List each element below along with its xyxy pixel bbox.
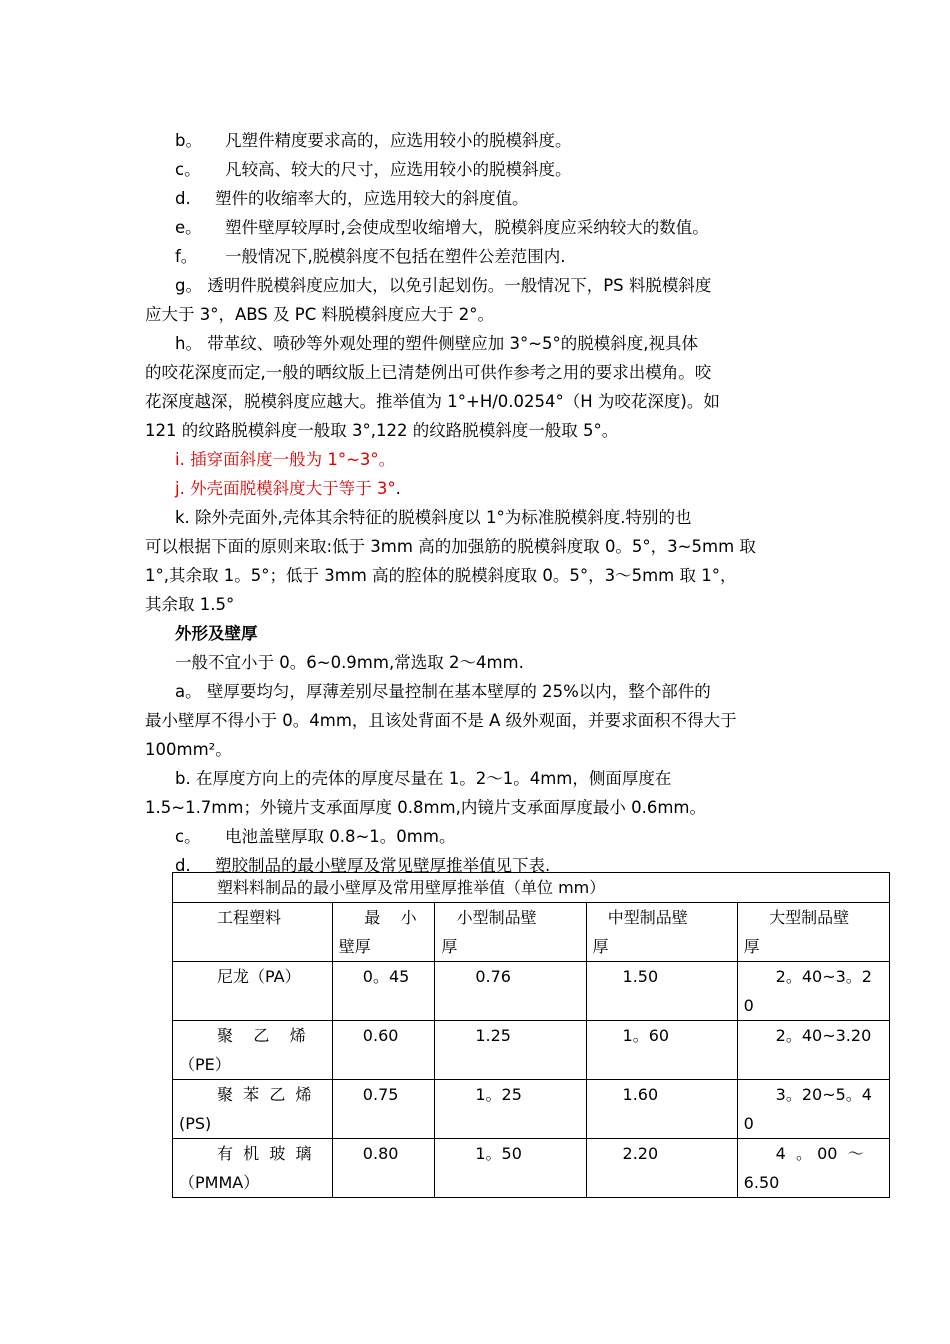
item-k-line2: 可以根据下面的原则来取:低于 3mm 高的加强筋的脱模斜度取 0。5°，3~5mm 取 bbox=[145, 537, 756, 556]
header-min: 最 小 壁厚 bbox=[332, 903, 435, 962]
item-d: d. 塑件的收缩率大的，应选用较大的斜度值。 bbox=[175, 189, 529, 208]
small-value: 0.76 bbox=[435, 962, 586, 1021]
item-g-line1: g。 透明件脱模斜度应加大，以免引起划伤。一般情况下，PS 料脱模斜度 bbox=[175, 276, 712, 295]
small-value: 1。50 bbox=[435, 1139, 586, 1198]
medium-value: 1.50 bbox=[586, 962, 737, 1021]
table-caption: 塑料料制品的最小壁厚及常用壁厚推举值（单位 mm） bbox=[173, 873, 890, 903]
section-title: 外形及壁厚 bbox=[175, 624, 258, 643]
section-b-line1: b. 在厚度方向上的壳体的厚度尽量在 1。2～1。4mm，侧面厚度在 bbox=[175, 769, 672, 788]
table-row bbox=[173, 1080, 890, 1139]
item-j: j. 外壳面脱模斜度大于等于 3°. bbox=[175, 479, 401, 498]
item-h-line1: h。 带革纹、喷砂等外观处理的塑件侧壁应加 3°~5°的脱模斜度,视具体 bbox=[175, 334, 699, 353]
table-row bbox=[173, 1021, 890, 1080]
medium-value: 1。60 bbox=[586, 1021, 737, 1080]
item-k-line1: k. 除外壳面外,壳体其余特征的脱模斜度以 1°为标准脱模斜度.特别的也 bbox=[175, 508, 692, 527]
large-value: 3。20~5。4 0 bbox=[737, 1080, 889, 1139]
item-f: f。 一般情况下,脱模斜度不包括在塑件公差范围内. bbox=[175, 247, 566, 266]
large-value: 4 。 00 ～ 6.50 bbox=[737, 1139, 889, 1198]
item-h-line2: 的咬花深度而定,一般的晒纹版上已清楚例出可供作参考之用的要求出模角。咬 bbox=[145, 363, 712, 382]
min-value: 0.75 bbox=[332, 1080, 435, 1139]
item-c: c。 凡较高、较大的尺寸，应选用较小的脱模斜度。 bbox=[175, 160, 572, 179]
material-name: 聚 乙 烯 （PE） bbox=[173, 1021, 333, 1080]
large-value: 2。40~3.20 bbox=[737, 1021, 889, 1080]
item-h-line4: 121 的纹路脱模斜度一般取 3°,122 的纹路脱模斜度一般取 5°。 bbox=[145, 421, 619, 440]
small-value: 1。25 bbox=[435, 1080, 586, 1139]
large-value: 2。40~3。2 0 bbox=[737, 962, 889, 1021]
section-d: d. 塑胶制品的最小壁厚及常见壁厚推举值见下表. bbox=[175, 856, 551, 875]
header-medium: 中型制品壁 厚 bbox=[586, 903, 737, 962]
item-k-line3: 1°,其余取 1。5°；低于 3mm 高的腔体的脱模斜度取 0。5°，3～5mm 取 1°， bbox=[145, 566, 737, 585]
table-caption-row bbox=[173, 873, 890, 903]
table-row bbox=[173, 962, 890, 1021]
item-b: b。 凡塑件精度要求高的，应选用较小的脱模斜度。 bbox=[175, 131, 572, 150]
section-a-line2: 最小壁厚不得小于 0。4mm，且该处背面不是 A 级外观面，并要求面积不得大于 bbox=[145, 711, 737, 730]
material-name: 有 机 玻 璃 （PMMA） bbox=[173, 1139, 333, 1198]
table-header-row bbox=[173, 903, 890, 962]
header-material: 工程塑料 bbox=[173, 903, 333, 962]
header-small: 小型制品壁 厚 bbox=[435, 903, 586, 962]
material-name: 聚 苯 乙 烯 (PS) bbox=[173, 1080, 333, 1139]
section-b-line2: 1.5~1.7mm；外镜片支承面厚度 0.8mm,内镜片支承面厚度最小 0.6mm。 bbox=[145, 798, 706, 817]
wall-thickness-table bbox=[172, 872, 890, 1198]
table-row bbox=[173, 1139, 890, 1198]
section-a-line1: a。 壁厚要均匀，厚薄差别尽量控制在基本壁厚的 25%以内，整个部件的 bbox=[175, 682, 711, 701]
min-value: 0。45 bbox=[332, 962, 435, 1021]
draft-angle-list bbox=[145, 126, 810, 880]
header-large: 大型制品壁 厚 bbox=[737, 903, 889, 962]
item-g-line2: 应大于 3°，ABS 及 PC 料脱模斜度应大于 2°。 bbox=[145, 305, 494, 324]
item-h-line3: 花深度越深，脱模斜度应越大。推举值为 1°+H/0.0254°（H 为咬花深度)。如 bbox=[145, 392, 720, 411]
section-a-line3: 100mm²。 bbox=[145, 740, 232, 759]
item-e: e。 塑件壁厚较厚时,会使成型收缩增大，脱模斜度应采纳较大的数值。 bbox=[175, 218, 709, 237]
section-c: c。 电池盖壁厚取 0.8~1。0mm。 bbox=[175, 827, 456, 846]
min-value: 0.60 bbox=[332, 1021, 435, 1080]
item-i: i. 插穿面斜度一般为 1°~3°。 bbox=[175, 450, 396, 469]
material-name: 尼龙（PA） bbox=[173, 962, 333, 1021]
section-intro: 一般不宜小于 0。6~0.9mm,常选取 2～4mm. bbox=[175, 653, 524, 672]
medium-value: 2.20 bbox=[586, 1139, 737, 1198]
small-value: 1.25 bbox=[435, 1021, 586, 1080]
min-value: 0.80 bbox=[332, 1139, 435, 1198]
item-k-line4: 其余取 1.5° bbox=[145, 595, 235, 614]
medium-value: 1.60 bbox=[586, 1080, 737, 1139]
